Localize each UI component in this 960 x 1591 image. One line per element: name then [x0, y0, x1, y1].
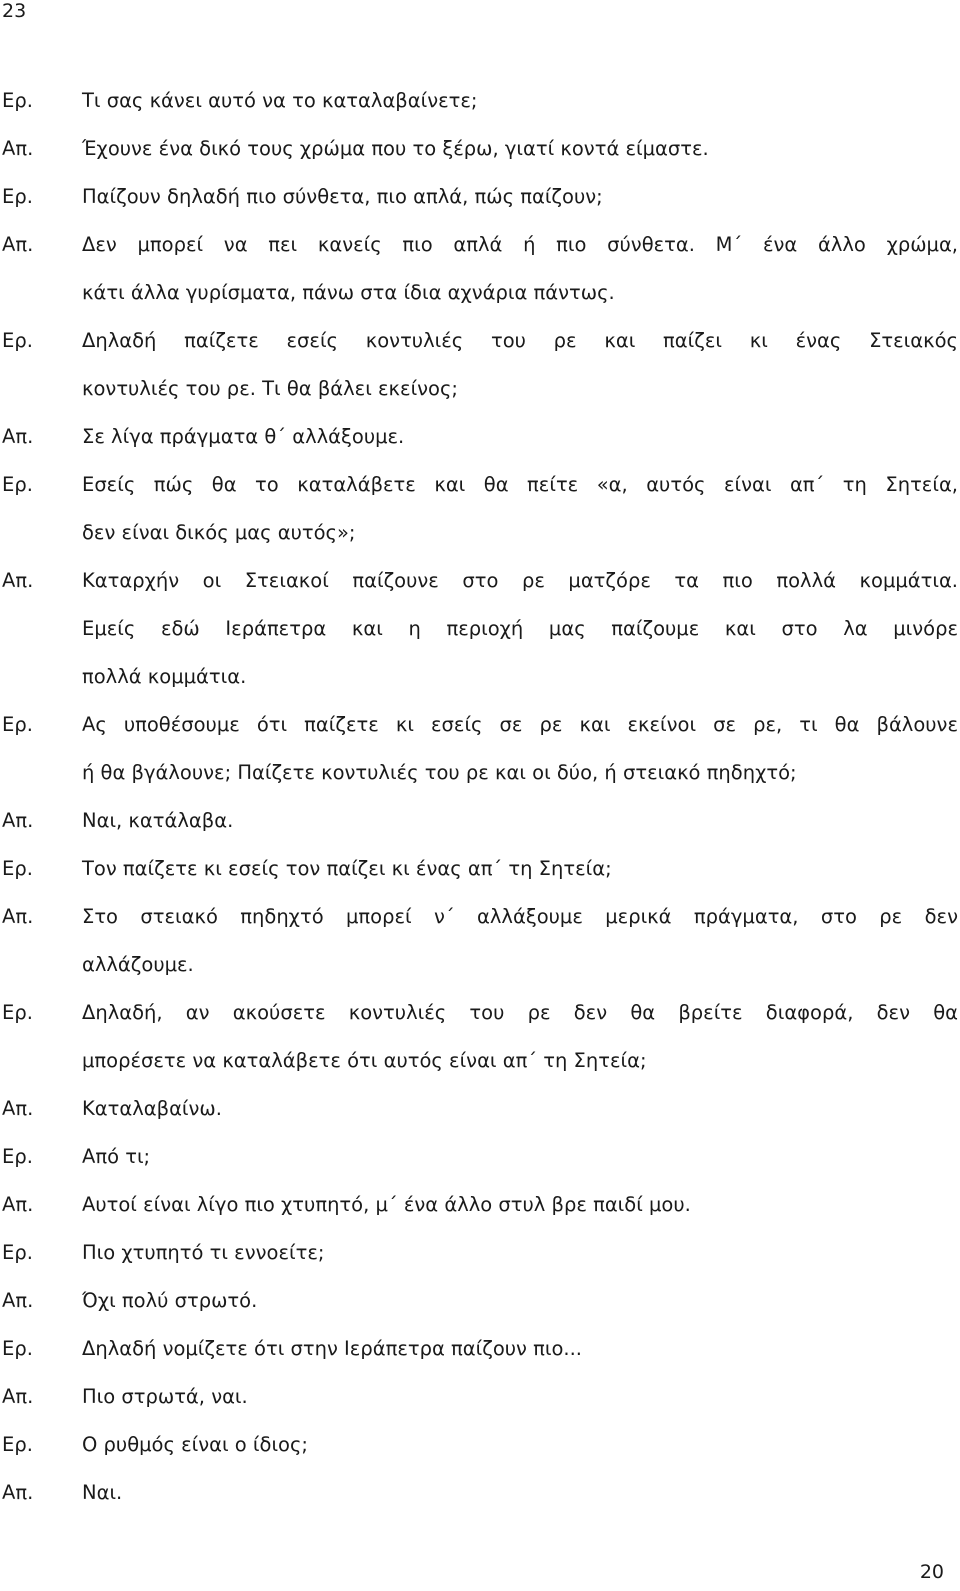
transcript-line [2, 557, 958, 605]
utterance-text: Σε λίγα πράγματα θ΄ αλλάξουμε. [82, 425, 405, 448]
speaker-label: Ερ. [2, 713, 33, 736]
transcript-entry [2, 893, 958, 989]
transcript-line [2, 1421, 958, 1469]
utterance-text: Πιο στρωτά, ναι. [82, 1385, 248, 1408]
transcript-entry [2, 989, 958, 1085]
utterance-text: Ναι, κατάλαβα. [82, 809, 234, 832]
transcript-line [2, 413, 958, 461]
page-number-top: 23 [2, 0, 27, 22]
utterance-text: κάτι άλλα γυρίσματα, πάνω στα ίδια αχνάρια πάντως. [82, 281, 615, 304]
transcript-line [2, 461, 958, 509]
speaker-label: Απ. [2, 1097, 34, 1120]
speaker-label: Ερ. [2, 329, 33, 352]
transcript-entry [2, 701, 958, 797]
transcript-line [2, 1277, 958, 1325]
speaker-label: Απ. [2, 233, 34, 256]
speaker-label: Ερ. [2, 1241, 33, 1264]
utterance-text: πολλά κομμάτια. [82, 665, 247, 688]
transcript-line [2, 653, 958, 701]
speaker-label: Απ. [2, 1193, 34, 1216]
speaker-label: Απ. [2, 569, 34, 592]
speaker-label: Ερ. [2, 1145, 33, 1168]
speaker-label: Ερ. [2, 1433, 33, 1456]
utterance-text: Πιο χτυπητό τι εννοείτε; [82, 1241, 325, 1264]
transcript-entry [2, 173, 958, 221]
utterance-text: Ο ρυθμός είναι ο ίδιος; [82, 1433, 309, 1456]
transcript-line [2, 77, 958, 125]
transcript-line [2, 1085, 958, 1133]
transcript-line [2, 605, 958, 653]
speaker-label: Απ. [2, 905, 34, 928]
transcript-line [2, 125, 958, 173]
speaker-label: Ερ. [2, 857, 33, 880]
transcript-entry [2, 1229, 958, 1277]
transcript-entry [2, 1373, 958, 1421]
transcript-line [2, 845, 958, 893]
speaker-label: Απ. [2, 1481, 34, 1504]
utterance-text: κοντυλιές του ρε. Τι θα βάλει εκείνος; [82, 377, 459, 400]
transcript-line [2, 1037, 958, 1085]
utterance-text: Δηλαδή νομίζετε ότι στην Ιεράπετρα παίζουν πιο... [82, 1337, 582, 1360]
utterance-text: Εσείς πώς θα το καταλάβετε και θα πείτε «α, αυτός είναι απ΄ τη Σητεία, [82, 473, 958, 496]
transcript-entry [2, 1325, 958, 1373]
transcript-line [2, 701, 958, 749]
transcript-line [2, 1181, 958, 1229]
utterance-text: Δεν μπορεί να πει κανείς πιο απλά ή πιο σύνθετα. Μ΄ ένα άλλο χρώμα, [82, 233, 958, 256]
speaker-label: Απ. [2, 809, 34, 832]
transcript-entry [2, 221, 958, 317]
transcript-line [2, 173, 958, 221]
transcript-line [2, 1469, 958, 1517]
utterance-text: ή θα βγάλουνε; Παίζετε κοντυλιές του ρε και οι δύο, ή στειακό πηδηχτό; [82, 761, 797, 784]
transcript-entry [2, 1469, 958, 1517]
utterance-text: Ας υποθέσουμε ότι παίζετε κι εσείς σε ρε και εκείνοι σε ρε, τι θα βάλουνε [82, 713, 958, 736]
speaker-label: Απ. [2, 1385, 34, 1408]
utterance-text: Τον παίζετε κι εσείς τον παίζει κι ένας απ΄ τη Σητεία; [82, 857, 612, 880]
transcript-entry [2, 557, 958, 701]
speaker-label: Ερ. [2, 473, 33, 496]
transcript-line [2, 317, 958, 365]
speaker-label: Ερ. [2, 1001, 33, 1024]
utterance-text: Παίζουν δηλαδή πιο σύνθετα, πιο απλά, πώς παίζουν; [82, 185, 603, 208]
utterance-text: Καταρχήν οι Στειακοί παίζουνε στο ρε ματζόρε τα πιο πολλά κομμάτια. [82, 569, 958, 592]
speaker-label: Ερ. [2, 1337, 33, 1360]
transcript-entry [2, 1133, 958, 1181]
interview-transcript [2, 77, 958, 1517]
utterance-text: Από τι; [82, 1145, 151, 1168]
utterance-text: αλλάζουμε. [82, 953, 194, 976]
utterance-text: Ναι. [82, 1481, 123, 1504]
transcript-line [2, 797, 958, 845]
utterance-text: Καταλαβαίνω. [82, 1097, 222, 1120]
transcript-line [2, 989, 958, 1037]
transcript-entry [2, 845, 958, 893]
transcript-line [2, 749, 958, 797]
transcript-line [2, 221, 958, 269]
speaker-label: Απ. [2, 137, 34, 160]
transcript-line [2, 1133, 958, 1181]
utterance-text: Δηλαδή, αν ακούσετε κοντυλιές του ρε δεν θα βρείτε διαφορά, δεν θα [82, 1001, 958, 1024]
transcript-line [2, 365, 958, 413]
utterance-text: Όχι πολύ στρωτό. [82, 1289, 258, 1312]
page-number-bottom: 20 [919, 1561, 944, 1583]
transcript-entry [2, 1277, 958, 1325]
speaker-label: Απ. [2, 1289, 34, 1312]
utterance-text: Αυτοί είναι λίγο πιο χτυπητό, μ΄ ένα άλλο στυλ βρε παιδί μου. [82, 1193, 691, 1216]
transcript-entry [2, 77, 958, 125]
speaker-label: Ερ. [2, 185, 33, 208]
transcript-line [2, 893, 958, 941]
utterance-text: Εμείς εδώ Ιεράπετρα και η περιοχή μας παίζουμε και στο λα μινόρε [82, 617, 958, 640]
utterance-text: Δηλαδή παίζετε εσείς κοντυλιές του ρε και παίζει κι ένας Στειακός [82, 329, 958, 352]
transcript-line [2, 941, 958, 989]
transcript-entry [2, 1085, 958, 1133]
speaker-label: Απ. [2, 425, 34, 448]
transcript-line [2, 509, 958, 557]
transcript-entry [2, 1181, 958, 1229]
utterance-text: Στο στειακό πηδηχτό μπορεί ν΄ αλλάξουμε μερικά πράγματα, στο ρε δεν [82, 905, 958, 928]
transcript-line [2, 1325, 958, 1373]
speaker-label: Ερ. [2, 89, 33, 112]
transcript-entry [2, 1421, 958, 1469]
utterance-text: μπορέσετε να καταλάβετε ότι αυτός είναι απ΄ τη Σητεία; [82, 1049, 647, 1072]
transcript-line [2, 1229, 958, 1277]
utterance-text: Έχουνε ένα δικό τους χρώμα που το ξέρω, γιατί κοντά είμαστε. [82, 137, 709, 160]
utterance-text: δεν είναι δικός μας αυτός»; [82, 521, 356, 544]
transcript-entry [2, 317, 958, 413]
transcript-entry [2, 461, 958, 557]
transcript-line [2, 1373, 958, 1421]
transcript-line [2, 269, 958, 317]
transcript-entry [2, 413, 958, 461]
transcript-entry [2, 125, 958, 173]
transcript-entry [2, 797, 958, 845]
utterance-text: Τι σας κάνει αυτό να το καταλαβαίνετε; [82, 89, 478, 112]
